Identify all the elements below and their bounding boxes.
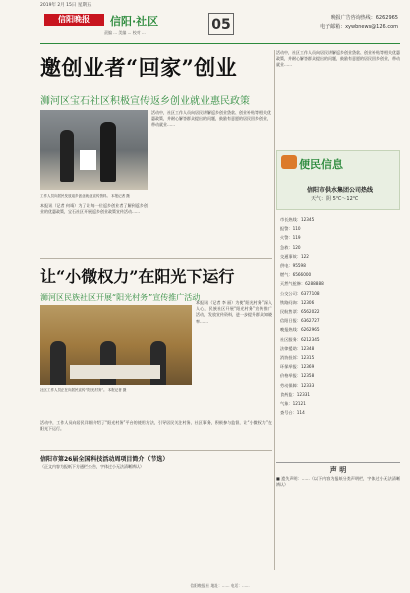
phone-row: 交通事故：122	[280, 253, 309, 259]
phone-row: 价格举报：12358	[280, 373, 315, 379]
phone-row: 铁路问询：12306	[280, 299, 315, 305]
article2-photo	[40, 305, 192, 385]
phone-row: 气象：12121	[280, 401, 306, 407]
photo1-caption: 工作人员向居民发放返乡创业就业宣传资料。 本报记者 摄	[40, 194, 130, 198]
ad-hotline: 晚报广告咨询热线：6262965	[330, 15, 398, 21]
phone-row: 社区服务：6212345	[280, 336, 320, 342]
phone-row: 市长热线：12345	[280, 217, 315, 222]
page-number: 05	[208, 13, 234, 35]
phone-row: 民航售票：6562022	[280, 309, 320, 315]
phone-row: 环保举报：12369	[280, 364, 315, 370]
email-line: 电子邮箱：xywbnews@126.com	[320, 24, 398, 30]
person-figure	[100, 122, 116, 182]
water-drop-icon	[281, 155, 297, 169]
notice-title: 声 明	[276, 462, 400, 475]
photo2-caption: 社区工作人员正在向居民宣传“阳光村务”。 本报记者 摄	[40, 388, 127, 392]
phone-row: 供电：95598	[280, 263, 306, 269]
phone-row: 劳动保障：12333	[280, 382, 315, 388]
article1-lead: 本报讯（记者 何靖）为了让每一位返乡创业者了解到返乡创业的优惠政策，宝石社区开展返乡创业政策宣传活动……	[40, 203, 148, 215]
phone-row: 消协投诉：12315	[280, 355, 315, 361]
bottom-notice-body: （正文内容为报纸下方通栏公告，字体过小无法清晰辨认）	[40, 464, 144, 469]
masthead-credits: 责编 ... 美编 ... 校对 ...	[104, 30, 146, 35]
article1-photo	[40, 110, 148, 190]
water-hotline: 信阳市供水集团公司热线	[307, 187, 374, 194]
headline-2: 让“小微权力”在阳光下运行	[40, 267, 235, 286]
divider	[40, 258, 272, 259]
phone-row: 法律援助：12348	[280, 345, 315, 351]
article2-body: 本报讯（记者 李 丽）为使“阳光村务”深入人心，民族社区开展“阳光村务”宣传推广活动，发放宣传资料，进一步提升群众知晓率……	[196, 300, 272, 324]
masthead-contact	[320, 14, 398, 32]
phone-row: 查号台：114	[280, 410, 305, 416]
paper-logo: 信阳晚报	[44, 14, 104, 26]
section-name: 信阳·社区	[110, 15, 159, 28]
article1-body: 活动中，社区工作人员向居民讲解返乡创业贷款、创业补贴等相关优惠政策，并耐心解答群众提出的问题，鼓励有意愿的居民回乡创业，带动就业……	[151, 110, 271, 128]
phone-directory	[280, 215, 398, 417]
person-figure	[50, 341, 66, 385]
bottom-notice-title: 信阳市第26届全国科技活动周项目简介（节选）	[40, 456, 169, 463]
person-figure	[60, 130, 74, 182]
column-divider	[274, 50, 275, 570]
phone-row: 燃气：6566000	[280, 272, 312, 278]
convenience-info-box	[276, 150, 400, 210]
phone-row: 晚报热线：6262965	[280, 327, 320, 333]
notice-body: ■ 遗失声明：……（以下内容为报纸分类声明栏，字体过小无法清晰辨认）	[276, 476, 400, 488]
right-column-text: 活动中，社区工作人员向居民讲解返乡创业贷款、创业补贴等相关优惠政策，并耐心解答群众提出的问题，鼓励有意愿的居民回乡创业，带动就业……	[276, 50, 400, 68]
subhead-1: 浉河区宝石社区积极宣传返乡创业就业惠民政策	[40, 96, 250, 107]
table-shape	[70, 365, 160, 379]
weather-line: 天气：阴 5℃～12℃	[311, 196, 359, 202]
divider	[40, 450, 272, 451]
date-line: 2019年 2月 15日 星期五	[40, 3, 92, 8]
phone-row: 急救：120	[280, 244, 301, 250]
phone-row: 报警：110	[280, 226, 301, 232]
phone-row: 公交公司：6377108	[280, 290, 320, 296]
info-box-title: 便民信息	[299, 158, 343, 171]
info-board	[80, 150, 96, 170]
phone-row: 天然气抢修：6288888	[280, 281, 324, 287]
subhead-2: 浉河区民族社区开展“阳光村务”宣传推广活动	[40, 293, 201, 302]
article2-tail: 活动中，工作人员向居民详细介绍了“阳光村务”平台的使用方法，引导居民关注村务、社区事务，积极参与监督，让“小微权力”在阳光下运行。	[40, 420, 272, 432]
phone-row: 食药监：12331	[280, 391, 311, 397]
phone-row: 火警：119	[280, 235, 301, 241]
headline-1: 邀创业者“回家”创业	[40, 55, 238, 80]
masthead	[40, 10, 400, 44]
phone-row: 信阳日报：6362727	[280, 318, 320, 324]
page-footer: 信阳晚报社 地址：…… 电话：……	[190, 583, 250, 588]
